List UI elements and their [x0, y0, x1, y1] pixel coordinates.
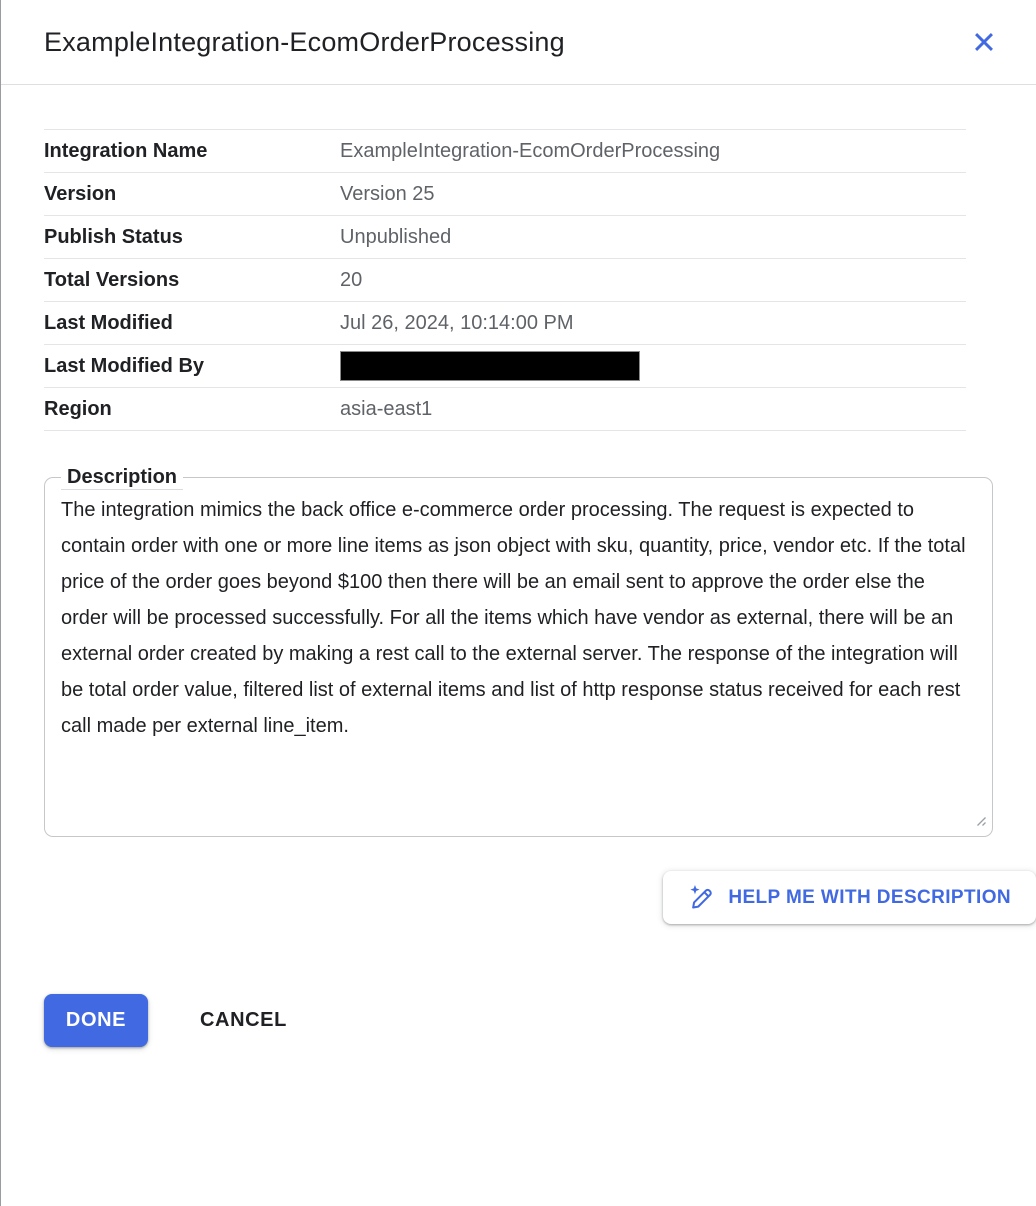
- table-row: [44, 345, 966, 388]
- help-button-label: HELP ME WITH DESCRIPTION: [728, 886, 1011, 908]
- detail-value: Unpublished: [340, 225, 452, 248]
- done-button[interactable]: DONE: [44, 994, 148, 1047]
- dialog-header: [0, 0, 1036, 85]
- table-row: [44, 388, 966, 431]
- dialog-left-edge: [0, 0, 1, 1206]
- detail-label: Last Modified: [44, 311, 173, 334]
- detail-value: ExampleIntegration-EcomOrderProcessing: [340, 139, 721, 162]
- detail-value: Version 25: [340, 182, 435, 205]
- dialog-body: [0, 85, 1036, 1047]
- dialog-title: ExampleIntegration-EcomOrderProcessing: [44, 26, 565, 57]
- detail-label: Integration Name: [44, 139, 208, 162]
- table-row: [44, 302, 966, 345]
- pen-spark-icon: [688, 884, 715, 911]
- help-me-with-description-button[interactable]: [663, 871, 1036, 924]
- detail-value: Jul 26, 2024, 10:14:00 PM: [340, 311, 574, 334]
- detail-label: Version: [44, 182, 117, 205]
- description-field: [44, 465, 993, 837]
- table-row: [44, 216, 966, 259]
- redacted-value: [340, 351, 640, 381]
- detail-label: Region: [44, 397, 112, 420]
- help-button-row: [44, 871, 1036, 924]
- detail-value: 20: [340, 268, 363, 291]
- detail-value: [340, 345, 966, 388]
- cancel-button[interactable]: CANCEL: [190, 994, 297, 1047]
- description-label: Description: [61, 465, 183, 490]
- resize-grip-icon[interactable]: [973, 813, 987, 832]
- table-row: [44, 130, 966, 173]
- close-button[interactable]: [967, 25, 1001, 59]
- close-icon: [970, 28, 998, 56]
- detail-label: Total Versions: [44, 268, 180, 291]
- integration-details-table: [44, 129, 966, 431]
- description-input[interactable]: [61, 492, 976, 814]
- detail-value: asia-east1: [340, 397, 433, 420]
- action-row: [44, 994, 1036, 1047]
- table-row: [44, 173, 966, 216]
- detail-label: Last Modified By: [44, 354, 205, 377]
- table-row: [44, 259, 966, 302]
- detail-label: Publish Status: [44, 225, 183, 248]
